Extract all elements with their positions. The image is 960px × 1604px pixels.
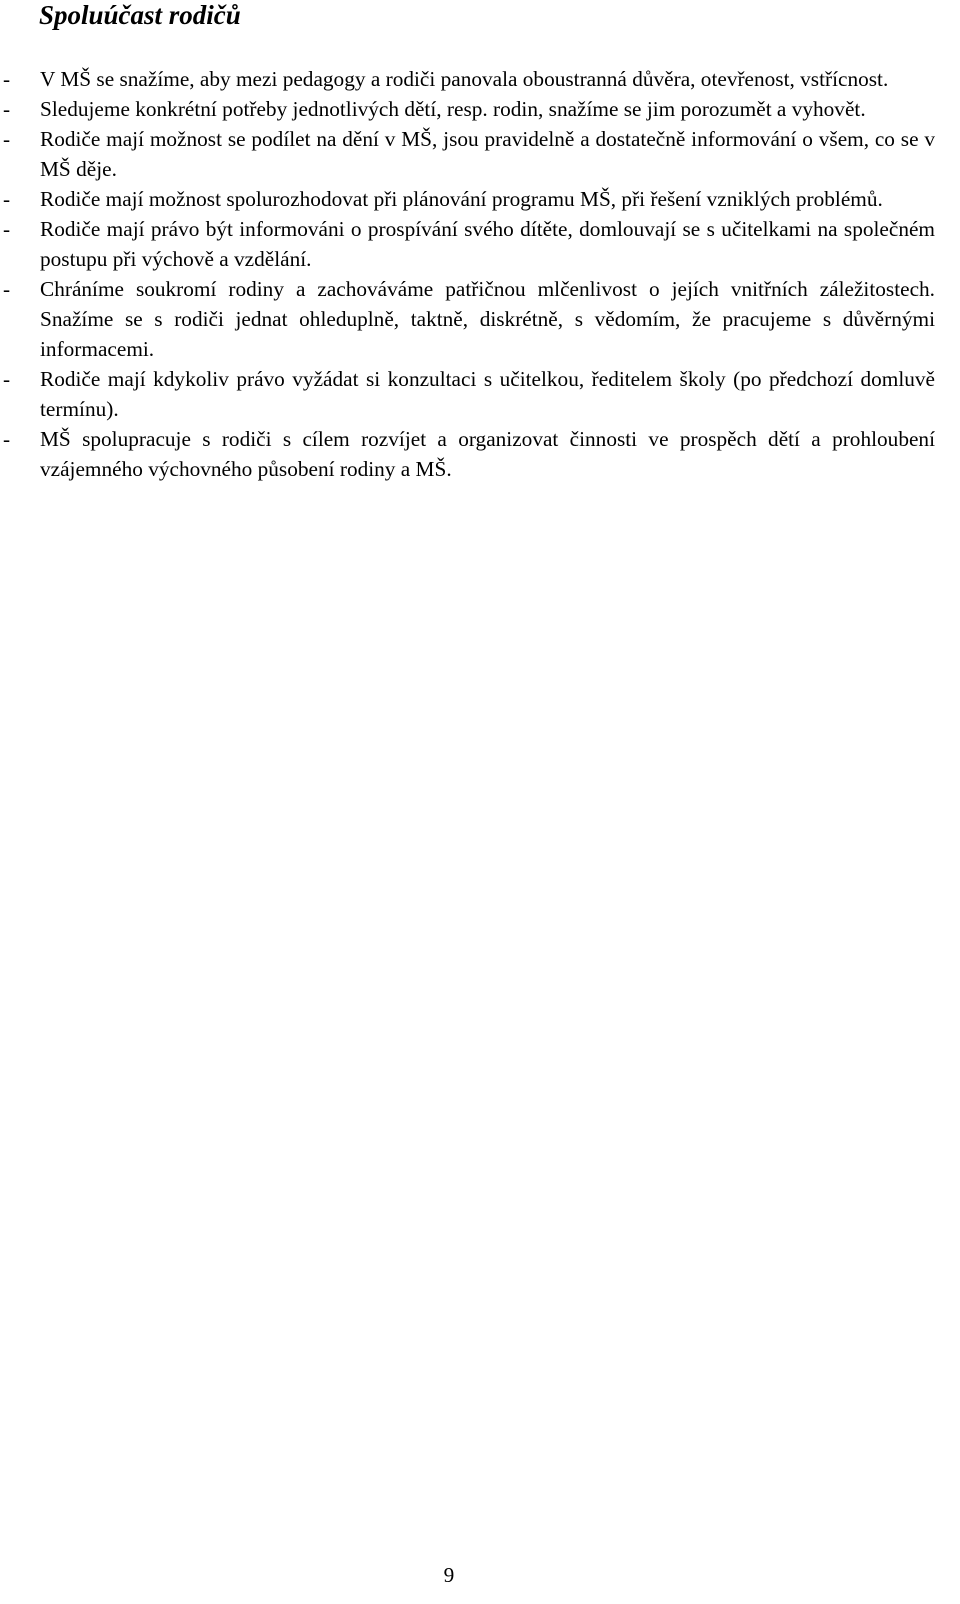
bullet-dash: - — [3, 277, 11, 301]
list-item — [0, 364, 935, 424]
list-item-text: Rodiče mají možnost se podílet na dění v MŠ, jsou pravidelně a dostatečně informování o všem, co se v MŠ děje. — [40, 127, 935, 181]
bullet-dash: - — [3, 427, 11, 451]
list-item — [0, 94, 935, 124]
list-item-text: Rodiče mají kdykoliv právo vyžádat si konzultaci s učitelkou, ředitelem školy (po předchozí domluvě termínu). — [40, 367, 935, 421]
list-item — [0, 124, 935, 184]
list-item-text: Chráníme soukromí rodiny a zachováváme patřičnou mlčenlivost o jejích vnitřních záležitostech. Snažíme se s rodiči jednat ohleduplně, taktně, diskrétně, s vědomím, že pracujeme s důvěrnými informacemi. — [40, 277, 935, 361]
list-item-text: Rodiče mají možnost spolurozhodovat při plánování programu MŠ, při řešení vzniklých problémů. — [40, 187, 883, 211]
bullet-dash: - — [3, 97, 11, 121]
section-heading: Spoluúčast rodičů — [39, 0, 241, 30]
list-item — [0, 64, 935, 94]
bullet-list — [0, 64, 960, 484]
list-item — [0, 184, 935, 214]
bullet-dash: - — [3, 67, 11, 91]
page-number: 9 — [443, 1563, 455, 1587]
list-item — [0, 424, 935, 484]
bullet-dash: - — [3, 187, 11, 211]
list-item-text: MŠ spolupracuje s rodiči s cílem rozvíjet a organizovat činnosti ve prospěch dětí a prohloubení vzájemného výchovného působení rodiny a MŠ. — [40, 427, 935, 481]
bullet-dash: - — [3, 217, 11, 241]
list-item-text: Rodiče mají právo být informováni o prospívání svého dítěte, domlouvají se s učitelkami na společném postupu při výchově a vzdělání. — [40, 217, 935, 271]
list-item-text: V MŠ se snažíme, aby mezi pedagogy a rodiči panovala oboustranná důvěra, otevřenost, vstřícnost. — [40, 67, 889, 91]
list-item-text: Sledujeme konkrétní potřeby jednotlivých dětí, resp. rodin, snažíme se jim porozumět a vyhovět. — [40, 97, 866, 121]
bullet-dash: - — [3, 127, 11, 151]
list-item — [0, 214, 935, 274]
list-item — [0, 274, 935, 364]
bullet-dash: - — [3, 367, 11, 391]
